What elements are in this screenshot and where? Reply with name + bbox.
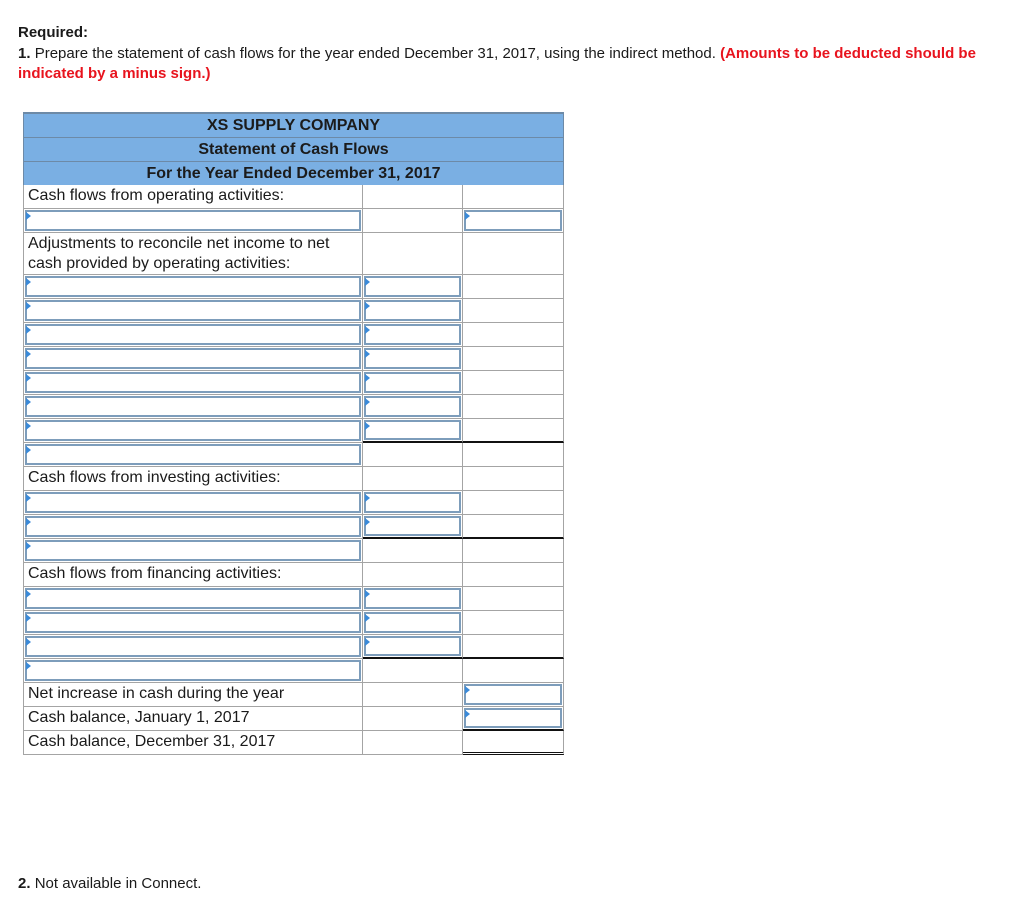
investing-label-input[interactable] — [25, 516, 361, 537]
table-row — [23, 443, 564, 467]
adjustment-label-input[interactable] — [25, 276, 361, 297]
investing-amount-input[interactable] — [364, 492, 461, 513]
table-row — [23, 395, 564, 419]
investing-amount-input[interactable] — [364, 516, 461, 536]
table-row — [23, 323, 564, 347]
adjustment-label-input[interactable] — [25, 348, 361, 369]
net-increase-label: Net increase in cash during the year — [28, 685, 285, 702]
cash-flow-worksheet — [23, 112, 564, 755]
part-two-text: Not available in Connect. — [34, 875, 202, 892]
investing-total-label-input[interactable] — [25, 540, 361, 561]
adjustment-label-input[interactable] — [25, 300, 361, 321]
investing-label-input[interactable] — [25, 492, 361, 513]
company-name: XS SUPPLY COMPANY — [23, 112, 564, 137]
adjustment-amount-input[interactable] — [364, 372, 461, 393]
statement-period: For the Year Ended December 31, 2017 — [23, 161, 564, 185]
table-row — [23, 275, 564, 299]
net-income-label-input[interactable] — [25, 210, 361, 231]
table-row — [23, 563, 564, 587]
table-row — [23, 659, 564, 683]
required-heading: Required: — [18, 24, 89, 41]
part-two-note — [18, 875, 201, 892]
financing-label-input[interactable] — [25, 636, 361, 657]
adjustment-amount-input[interactable] — [364, 276, 461, 297]
end-balance-input[interactable] — [464, 732, 562, 751]
table-row — [23, 611, 564, 635]
table-row — [23, 707, 564, 731]
table-row — [23, 185, 564, 209]
table-row — [23, 467, 564, 491]
adjustment-amount-input[interactable] — [364, 420, 461, 440]
requirement-text — [18, 44, 978, 84]
adjustment-amount-input[interactable] — [364, 396, 461, 417]
financing-label: Cash flows from financing activities: — [28, 565, 282, 582]
begin-balance-label: Cash balance, January 1, 2017 — [28, 709, 250, 726]
table-row — [23, 491, 564, 515]
adjustment-label-input[interactable] — [25, 372, 361, 393]
statement-title: Statement of Cash Flows — [23, 137, 564, 161]
table-row — [23, 419, 564, 443]
adjustments-label: Adjustments to reconcile net income to net cash provided by operating activities: — [28, 235, 330, 272]
requirement-note: (Amounts to be deducted should be indicated by a minus sign.) — [18, 45, 976, 82]
adjustment-amount-input[interactable] — [364, 300, 461, 321]
net-increase-input[interactable] — [464, 684, 562, 705]
adjustment-label-input[interactable] — [25, 420, 361, 441]
investing-label: Cash flows from investing activities: — [28, 469, 281, 486]
part-two-number: 2. — [18, 875, 31, 892]
table-row — [23, 539, 564, 563]
table-row — [23, 587, 564, 611]
table-row — [23, 635, 564, 659]
operating-label: Cash flows from operating activities: — [28, 187, 285, 204]
requirement-body: Prepare the statement of cash flows for the year ended December 31, 2017, using the indirect method. — [34, 45, 716, 62]
financing-amount-input[interactable] — [364, 636, 461, 656]
net-income-amount-input[interactable] — [464, 210, 562, 231]
financing-label-input[interactable] — [25, 612, 361, 633]
adjustment-amount-input[interactable] — [364, 348, 461, 369]
financing-amount-input[interactable] — [364, 588, 461, 609]
operating-total-label-input[interactable] — [25, 444, 361, 465]
adjustment-amount-input[interactable] — [364, 324, 461, 345]
table-row — [23, 683, 564, 707]
table-row — [23, 299, 564, 323]
table-row — [23, 347, 564, 371]
begin-balance-input[interactable] — [464, 708, 562, 728]
requirement-number: 1. — [18, 45, 31, 62]
financing-amount-input[interactable] — [364, 612, 461, 633]
adjustment-label-input[interactable] — [25, 324, 361, 345]
table-row — [23, 731, 564, 755]
financing-label-input[interactable] — [25, 588, 361, 609]
table-row — [23, 371, 564, 395]
table-row — [23, 233, 564, 275]
table-row — [23, 515, 564, 539]
table-row — [23, 209, 564, 233]
end-balance-label: Cash balance, December 31, 2017 — [28, 733, 276, 750]
adjustment-label-input[interactable] — [25, 396, 361, 417]
financing-total-label-input[interactable] — [25, 660, 361, 681]
